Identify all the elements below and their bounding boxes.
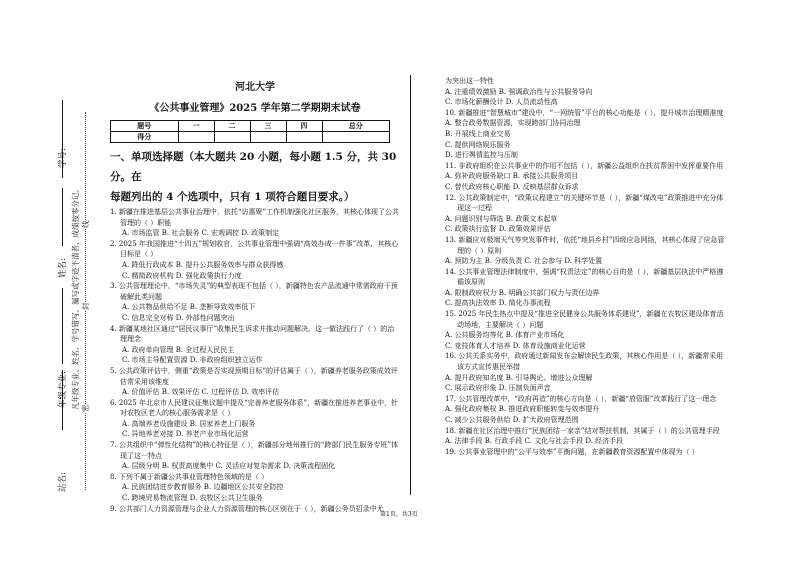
seal-dotted-line bbox=[85, 112, 86, 490]
name-label: 姓名: bbox=[58, 258, 68, 278]
score-table-header-row bbox=[111, 121, 390, 132]
question-item bbox=[110, 281, 400, 323]
question-stem: 17. 公共管理改革中，“政府再造”的核心方向是（ ），新疆“放管服”改革践行了这一理念 bbox=[445, 394, 717, 403]
right-column bbox=[445, 76, 725, 457]
seal-mark-mi: 密 bbox=[81, 404, 90, 412]
question-stem: 10. 新疆推进“智慧城市”建设中，“一网统管”平台的核心功能是（ ），提升城市治理精准度 bbox=[445, 108, 724, 117]
question-options: A. 注重绩效激励 B. 强调政治性与公共服务导向 bbox=[445, 87, 593, 96]
question-item bbox=[445, 161, 725, 193]
question-item bbox=[445, 426, 725, 447]
question-options: C. 减少公共服务供给 D. 扩大政府管理范围 bbox=[445, 416, 579, 424]
question-stem: 14. 公共事业管理法律制度中，强调“权责法定”的核心目的是（ ），新疆基层执法中严格遵循该原则 bbox=[445, 267, 724, 287]
score-cell: 二 bbox=[214, 121, 250, 132]
question-stem: 15. 2025 年民生热点中提及“推进全民健身公共服务体系建设”，新疆在农牧区建设体育活动场地，主要解决（ ）问题 bbox=[445, 310, 724, 329]
question-options: B. 开展线上商业交易 bbox=[445, 129, 511, 138]
binding-notice: 凡年级专业、姓名、学号错写、漏写或字迹不清者，成绩按零分记。 bbox=[71, 185, 80, 410]
question-options: A. 法律手段 B. 行政手段 C. 文化与社会手段 D. 经济手段 bbox=[445, 437, 624, 446]
question-options: C. 精简政府机构 D. 强化政策执行力度 bbox=[122, 271, 242, 280]
question-stem: 11. 非政府组织在公共事业中的作用不包括（ ），新疆公益组织在扶贫帮困中发挥重要作用 bbox=[445, 161, 724, 170]
question-item bbox=[445, 309, 725, 351]
score-cell: 四 bbox=[286, 121, 322, 132]
score-cell bbox=[286, 132, 322, 143]
question-item bbox=[445, 235, 725, 267]
question-item bbox=[110, 239, 400, 281]
section-heading bbox=[110, 147, 400, 207]
question-stem: 4. 新疆某地社区通过“居民议事厅”收集民生诉求并推动问题解决，这一做法践行了（ ）的治理理念 bbox=[110, 324, 395, 344]
question-stem: 3. 公共管理理论中，“市场失灵”的典型表现不包括（ ），新疆特色农产品流通中常需政府干预破解此类问题 bbox=[110, 282, 398, 301]
question-stem: 5. 公共政策评估中，侧重“政策是否实现预期目标”的评估属于（ ），新疆养老服务政策成效评估常采用该维度 bbox=[110, 366, 398, 386]
question-options: A. 弥补政府服务缺口 B. 承接公共服务项目 bbox=[445, 172, 579, 181]
grade-major-label: 年级专业: bbox=[58, 371, 68, 408]
score-cell: 一 bbox=[178, 121, 214, 132]
score-cell: 三 bbox=[250, 121, 286, 132]
left-column bbox=[110, 78, 400, 514]
question-options: C. 跨境贸易物流管理 D. 农牧区公共卫生服务 bbox=[122, 494, 263, 503]
question-options: C. 异地养老对接 D. 养老产业市场化运营 bbox=[122, 430, 249, 439]
question-stem: 18. 新疆在社区治理中推行“民族团结一家亲”结对帮扶机制，其属于（ ）的公共管理手段 bbox=[445, 426, 720, 435]
question-options: C. 提高执法效率 D. 简化办事流程 bbox=[445, 299, 551, 308]
question-item bbox=[445, 351, 725, 393]
question-options: A. 强化政府集权 B. 推进政府职能转变与效率提升 bbox=[445, 405, 600, 414]
score-cell bbox=[250, 132, 286, 143]
question-item bbox=[110, 366, 400, 398]
site-label: 站名: bbox=[58, 472, 68, 492]
question-options: A. 问题识别与筛选 B. 政策文本起草 bbox=[445, 214, 558, 223]
question-options: C. 提供网络娱乐服务 bbox=[445, 140, 511, 149]
question-options: A. 限制政府权力 B. 明确公共部门权力与责任边界 bbox=[445, 288, 600, 297]
score-cell: 得分 bbox=[111, 132, 179, 143]
question-item bbox=[445, 193, 725, 235]
question-item bbox=[110, 504, 400, 515]
question-stem: 8. 下列不属于新疆公共事业管理特色领域的是（ ） bbox=[110, 472, 269, 481]
question-options: C. 信息完全对称 D. 外部性问题突出 bbox=[122, 313, 235, 322]
question-item bbox=[110, 472, 400, 504]
question-options: A. 高端养老设施建设 B. 居家养老上门服务 bbox=[122, 419, 256, 428]
question-item bbox=[445, 394, 725, 426]
question-stem: 13. 新疆应对极端天气等突发事件时，依托“地县乡村”四级应急网络，其核心体现了应急管理的（ ）原则 bbox=[445, 235, 725, 255]
question-item bbox=[110, 398, 400, 440]
exam-title: 《公共事业管理》2025 学年第二学期期末试卷 bbox=[149, 103, 361, 114]
question-options: A. 整合政务数据资源，实现跨部门协同治理 bbox=[445, 119, 581, 128]
section-heading-line: 每题列出的 4 个选项中，只有 1 项符合题目要求。） bbox=[110, 191, 355, 203]
score-cell: 题号 bbox=[111, 121, 179, 132]
question-stem: 16. 公共关系实务中，政府通过新闻发布会解读民生政策，其核心作用是（ ），新疆常采用该方式宣传惠民举措 bbox=[445, 352, 724, 372]
question-list-right bbox=[445, 76, 725, 457]
question-options: A. 层级分明 B. 权责高度集中 C. 灵活应对复杂需求 D. 决策流程固化 bbox=[122, 462, 336, 471]
question-options: C. 市场主导配置资源 D. 非政府组织独立运作 bbox=[122, 356, 263, 365]
question-options: A. 公共物品供给不足 B. 垄断导致效率低下 bbox=[122, 303, 256, 312]
question-options: A. 预防为主 B. 分级负责 C. 社会参与 D. 科学处置 bbox=[445, 257, 603, 266]
seal-mark-feng: 封 bbox=[81, 302, 90, 310]
name-line bbox=[62, 188, 63, 246]
binding-strip bbox=[0, 0, 105, 561]
school-name: 河北大学 bbox=[235, 82, 275, 93]
question-options: C. 替代政府核心职能 D. 反映基层群众诉求 bbox=[445, 182, 579, 191]
question-options: A. 价值评估 B. 效果评估 C. 过程评估 D. 效率评估 bbox=[122, 388, 280, 397]
question-stem: 9. 公共部门人力资源管理与企业人力资源管理的核心区别在于（ ），新疆公务员招录中尤 bbox=[110, 504, 384, 513]
question-item bbox=[445, 447, 725, 458]
question-item bbox=[445, 76, 725, 108]
score-cell bbox=[178, 132, 214, 143]
question-item bbox=[110, 440, 400, 472]
question-options: D. 进行舆情监控与压制 bbox=[445, 151, 518, 160]
question-stem: 6. 2025 年北京市人民建议征集议题中提及“完善养老服务体系”，新疆在推进养老事业中，针对农牧区老人的核心服务需求是（ ） bbox=[110, 398, 399, 418]
score-table-score-row bbox=[111, 132, 390, 143]
question-item bbox=[445, 267, 725, 309]
question-options: C. 竞技体育人才培养 D. 体育设施商业化运营 bbox=[445, 341, 586, 350]
question-stem: 19. 公共事业管理中的“公平与效率”平衡问题，在新疆教育资源配置中体现为（ ） bbox=[445, 447, 699, 456]
question-options: C. 展示政府形象 D. 压制负面声音 bbox=[445, 384, 551, 393]
score-cell bbox=[214, 132, 250, 143]
grade-line bbox=[62, 288, 63, 364]
question-stem: 1. 新疆在推进基层公共事业治理中，依托“访惠聚”工作机制强化社区服务，其核心体现了公共管理的（ ）职能 bbox=[110, 208, 400, 227]
page-number: 第1页，共3页 bbox=[380, 511, 418, 518]
question-options: A. 民族团结进步教育服务 B. 边疆地区公共安全防控 bbox=[122, 483, 284, 492]
question-item bbox=[445, 108, 725, 161]
question-stem-continuation: 为突出这一特性 bbox=[445, 77, 494, 85]
question-options: A. 提升政府知名度 B. 引导舆论、增进公众理解 bbox=[445, 373, 593, 382]
question-stem: 12. 公共政策制定中，“政策议程建立”的关键环节是（ ），新疆“煤改电”政策推进中充分体现这一过程 bbox=[445, 193, 724, 213]
question-options: C. 政策执行监督 D. 政策效果评估 bbox=[445, 225, 551, 234]
question-options: A. 市场监管 B. 社会服务 C. 宏观调控 D. 政策制定 bbox=[122, 229, 280, 238]
question-options: A. 政府单向管理 B. 全过程人民民主 bbox=[122, 345, 235, 354]
section-heading-line: 一、单项选择题（本大题共 20 小题，每小题 1.5 分，共 30 分。在 bbox=[110, 151, 397, 183]
score-cell bbox=[322, 132, 390, 143]
question-options: C. 市场化薪酬设计 D. 人员流动性高 bbox=[445, 98, 558, 107]
question-item bbox=[110, 324, 400, 366]
score-cell: 总分 bbox=[322, 121, 390, 132]
question-item bbox=[110, 207, 400, 239]
student-id-label: 学号: bbox=[58, 148, 68, 168]
question-list-left bbox=[110, 207, 400, 514]
question-options: A. 降低行政成本 B. 提升公共服务效率与群众获得感 bbox=[122, 260, 284, 269]
question-stem: 7. 公共组织中“弹性化结构”的核心特征是（ ），新疆部分地州推行的“跨部门民生服务专班”体现了这一特点 bbox=[110, 441, 398, 460]
question-stem: 2. 2025 年我国推进“十四五”规划收官，公共事业管理中强调“高效办成一件事”改革，其核心目标是（ ） bbox=[110, 239, 399, 259]
question-options: A. 公共服务均等化 B. 体育产业市场化 bbox=[445, 331, 565, 340]
seal-mark-xian: 线 bbox=[81, 220, 90, 228]
score-table bbox=[110, 120, 390, 143]
column-divider bbox=[410, 75, 411, 495]
